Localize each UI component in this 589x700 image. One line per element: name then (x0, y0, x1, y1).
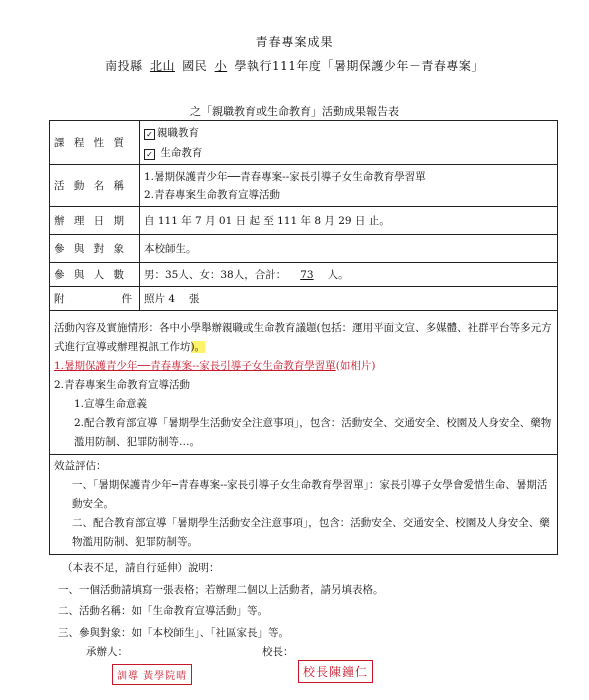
intro-highlight: )。 (190, 341, 206, 353)
photo-label: 附 件 (50, 287, 140, 311)
name-label: 活 動 名 稱 (50, 165, 140, 207)
intro-text: 活動內容及實施情形：各中小學舉辦親職或生命教育議題(包括：運用平面文宣、多媒體、社群平台等多元方式進行宣導或辦理視訊工作坊 (54, 322, 552, 353)
date-label: 辦 理 日 期 (50, 207, 140, 235)
notes (58, 558, 384, 644)
content-item2-1: 1.宣導生命意義 (74, 398, 148, 410)
content-intro (54, 319, 553, 357)
principal-stamp: 校長陳鐘仁 (298, 660, 373, 683)
content-red (54, 357, 553, 376)
benefit-2: 二、配合教育部宣導「暑期學生活動安全注意事項」，包含：活動安全、交通安全、校園及人身安全、藥物濫用防制、犯罪防制等。 (72, 517, 550, 548)
category-options (140, 121, 558, 165)
project-name: 學執行111年度「暑期保護少年－青春專案」 (234, 59, 484, 73)
category-label: 課 程 性 質 (50, 121, 140, 165)
count-total: 73 (300, 269, 314, 281)
category-opt1: 親職教育 (157, 126, 199, 139)
note-0: （本表不足，請自行延伸）說明： (62, 562, 220, 574)
name-2: 2.青春專案生命教育宣導活動 (144, 188, 281, 201)
note-1: 一、一個活動請填寫一張表格；若辦理二個以上活動者，請另填表格。 (58, 583, 384, 596)
maker-label: 承辦人： (86, 646, 128, 658)
date-value: 自 111 年 7 月 01 日 起 至 111 年 8 月 29 日 止。 (140, 207, 558, 235)
maker-stamp: 訓導 黃學院晴 (112, 664, 192, 685)
target-value: 本校師生。 (140, 235, 558, 263)
red-note: (如相片) (335, 360, 376, 372)
form-title: 之「親職教育或生命教育」活動成果報告表 (190, 105, 399, 118)
town: 北山 (149, 59, 175, 73)
name-1: 1.暑期保護青少年──青春專案--家長引導子女生命教育學習單 (144, 170, 426, 183)
content-block (50, 311, 558, 455)
school-level: 小 (214, 59, 228, 73)
count-a: 男：35人、女：38人，合計： (144, 269, 287, 281)
doc-title: 青春專案成果 (255, 35, 334, 49)
benefit-block (50, 455, 558, 555)
note-3: 三、參與對象：如「本校師生」、「社區家長」等。 (58, 626, 289, 639)
benefit-1: 一、「暑期保護青少年─青春專案--家長引導子女生命教育學習單」：家長引導子女學會愛惜生命、暑期活動安全。 (72, 479, 548, 510)
school-type: 國民 (182, 59, 208, 73)
name-values (140, 165, 558, 207)
note-2: 二、活動名稱：如「生命教育宣導活動」等。 (58, 605, 268, 617)
checkbox-checked-icon[interactable]: ✓ (144, 129, 155, 140)
count-value (140, 263, 558, 287)
content-item2-2: 2.配合教育部宣導「暑期學生活動安全注意事項」，包含：活動安全、交通安全、校園及人身安全、藥物濫用防制、犯罪防制等…。 (74, 417, 552, 448)
report-table (49, 120, 558, 555)
category-opt2: 生命教育 (160, 146, 203, 159)
checkbox-checked-icon[interactable]: ✓ (144, 149, 155, 160)
doc-subtitle (0, 57, 589, 74)
county: 南投縣 (105, 59, 143, 73)
content-item2: 2.青春專案生命教育宣導活動 (54, 379, 191, 391)
benefit-heading: 效益評估： (54, 460, 107, 472)
target-label: 參 與 對 象 (50, 235, 140, 263)
red-text: 1.暑期保護青少年──青春專案--家長引導子女生命教育學習單 (54, 360, 336, 372)
count-b: 人。 (327, 269, 349, 281)
photo-value: 照片 4 張 (140, 287, 558, 311)
principal-label: 校長： (262, 646, 294, 658)
count-label: 參 與 人 數 (50, 263, 140, 287)
